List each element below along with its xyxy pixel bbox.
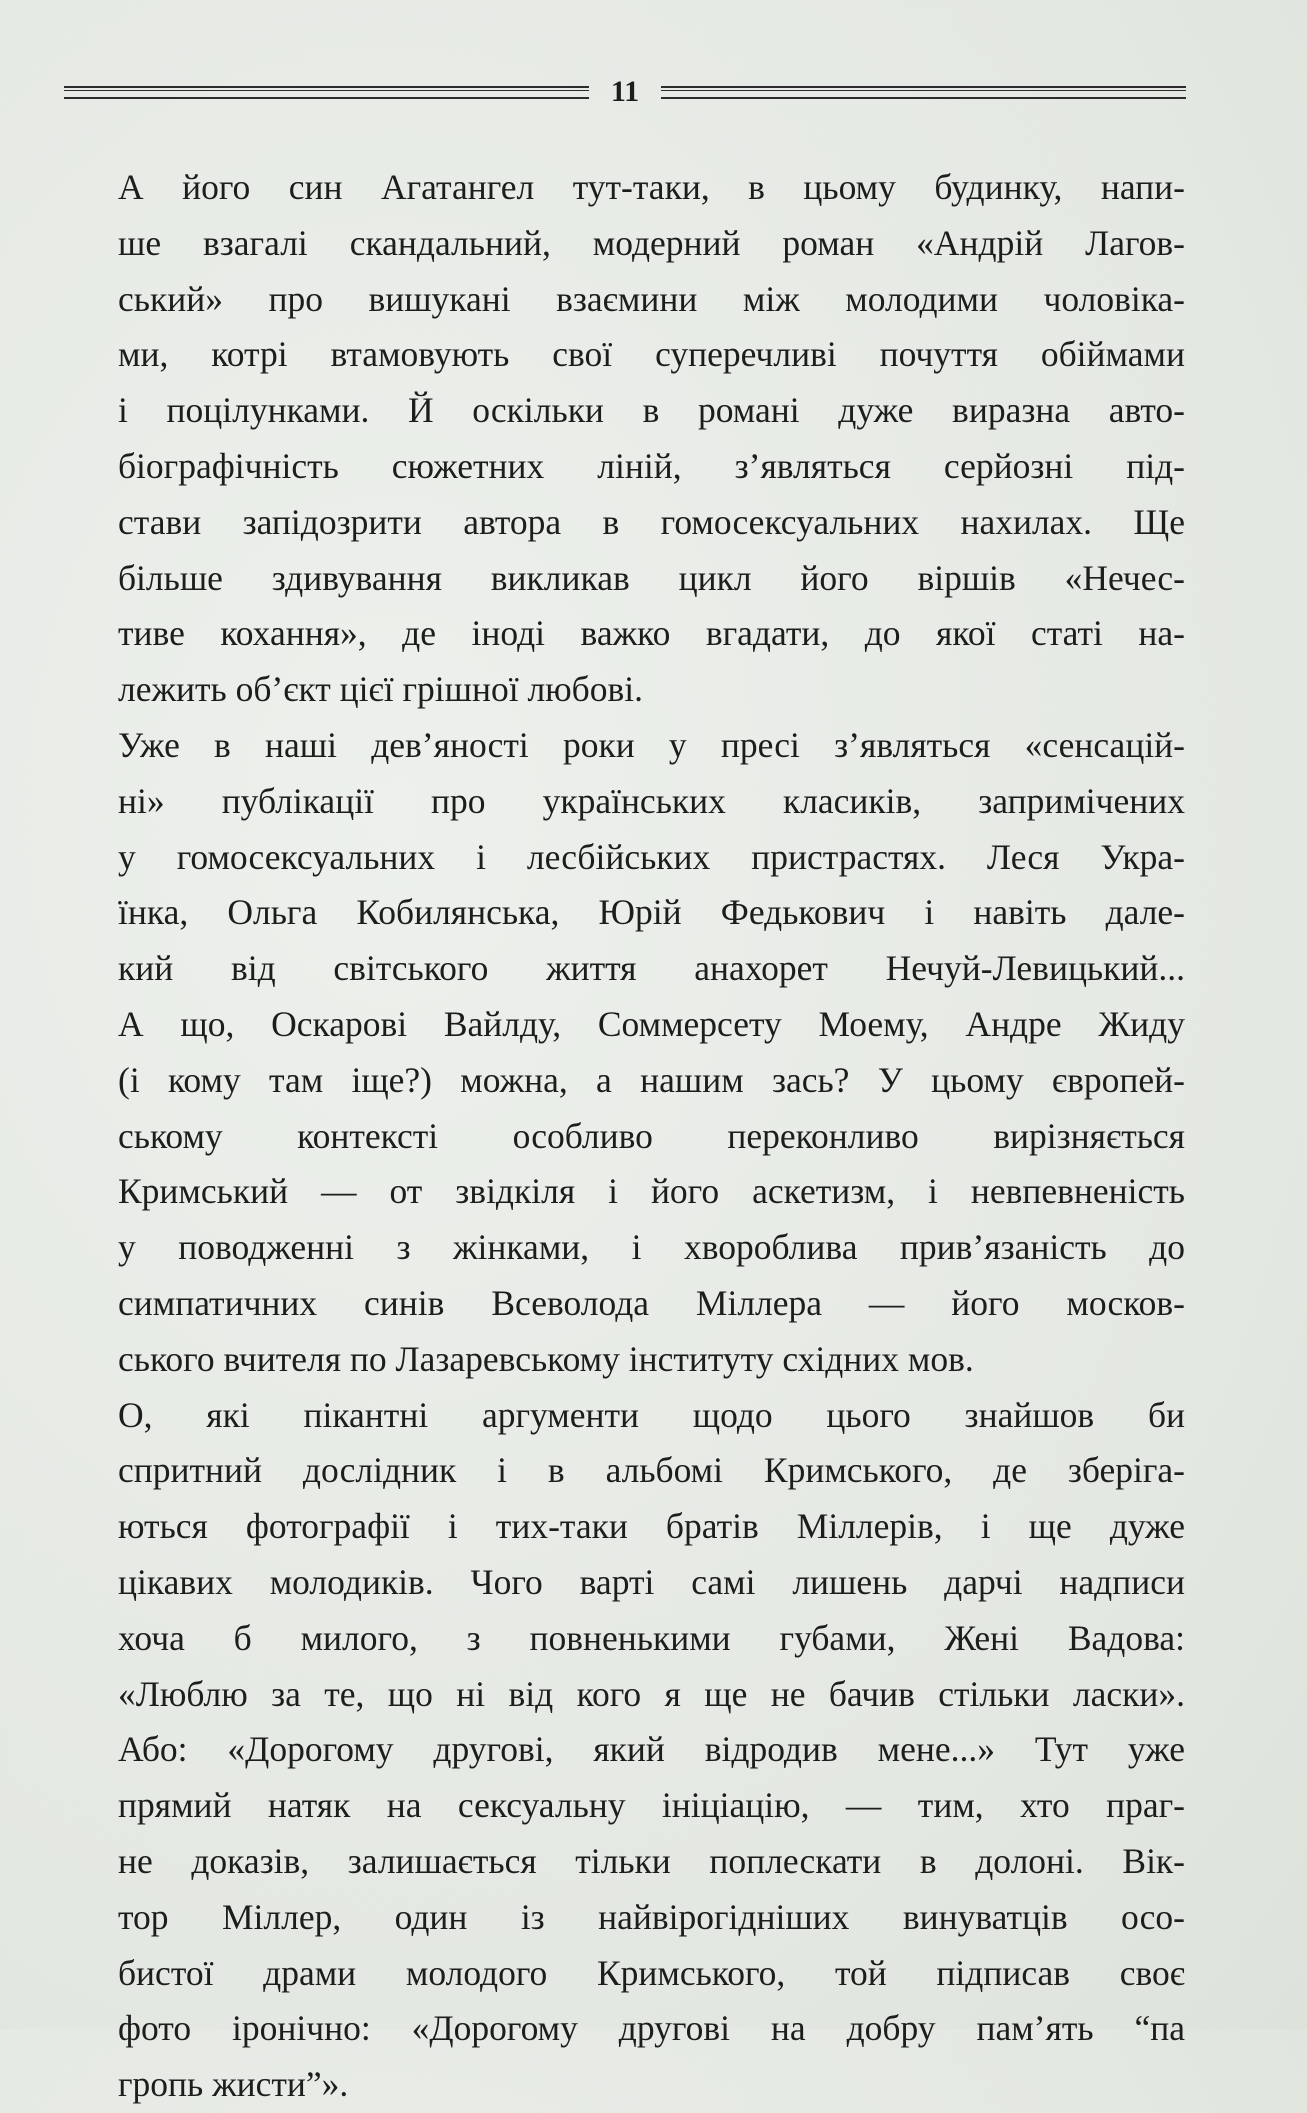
text-line: ському контексті особливо переконливо вирізняється [118,1115,1185,1156]
text-line: тиве кохання», де іноді важко вгадати, до якої статі на- [118,613,1185,654]
text-line: ського вчителя по Лазаревському інституту східних мов. [118,1338,974,1379]
text-line: ні» публікації про українських класиків, запримічених [118,780,1185,821]
page-number: 11 [610,75,640,108]
text-line: фото іронічно: «Дорогому другові на добру пам’ять “па [118,2008,1185,2049]
text-line: стави запідозрити автора в гомосексуальних нахилах. Ще [118,501,1185,542]
text-line: А що, Оскарові Вайлду, Соммерсету Моему, Андре Жиду [118,1003,1185,1044]
text-line: не доказів, залишається тільки поплескати в долоні. Вік- [118,1840,1185,1881]
text-line: у гомосексуальних і лесбійських пристрастях. Леся Укра- [118,836,1185,877]
text-line: кий від світського життя анахорет Нечуй-Левицький... [118,948,1185,989]
text-line: ше взагалі скандальний, модерний роман «Андрій Лагов- [118,222,1185,263]
text-line: Або: «Дорогому другові, який відродив мене...» Тут уже [118,1729,1185,1770]
text-line: хоча б милого, з повненькими губами, Жені Вадова: [118,1617,1185,1658]
text-line: О, які пікантні аргументи щодо цього знайшов би [118,1394,1185,1435]
text-line: гропь жисти”». [118,2064,349,2105]
text-line: лежить об’єкт цієї грішної любові. [118,669,643,710]
text-line: Уже в наші дев’яності роки у пресі з’являться «сенсацій- [118,724,1185,765]
text-line: А його син Агатангел тут-таки, в цьому будинку, напи- [118,167,1185,207]
text-line: біографічність сюжетних ліній, з’являться серйозні під- [118,445,1185,486]
text-line: ський» про вишукані взаємини між молодими чоловіка- [118,278,1185,319]
paragraph [68,1388,1185,2113]
paragraph [68,160,1185,718]
text-line: ються фотографії і тих-таки братів Міллерів, і ще дуже [118,1506,1185,1547]
text-line: спритний дослідник і в альбомі Кримського, де зберіга- [118,1450,1185,1491]
text-line: бистої драми молодого Кримського, той підписав своє [118,1952,1185,1993]
text-line: Кримський — от звідкіля і його аскетизм, і невпевненість [118,1171,1185,1212]
text-line: тор Міллер, один із найвірогідніших винуватців осо- [118,1896,1185,1937]
text-line: їнка, Ольга Кобилянська, Юрій Федькович і навіть дале- [118,892,1185,933]
header-rule-right [661,86,1186,99]
text-line: ми, котрі втамовують свої суперечливі почуття обіймами [118,334,1185,375]
text-line: «Люблю за те, що ні від кого я ще не бачив стільки ласки». [118,1673,1185,1714]
text-line: і поцілунками. Й оскільки в романі дуже виразна авто- [118,390,1185,431]
text-line: (і кому там іще?) можна, а нашим зась? У цьому європей- [118,1059,1185,1100]
body-text [68,160,1185,2113]
text-line: цікавих молодиків. Чого варті самі лишень дарчі надписи [118,1561,1185,1602]
header-rule-left [64,86,589,99]
paragraph [68,718,1185,1388]
text-line: прямий натяк на сексуальну ініціацію, — тим, хто праг- [118,1785,1185,1826]
text-line: симпатичних синів Всеволода Міллера — його москов- [118,1282,1185,1323]
text-line: більше здивування викликав цикл його віршів «Нечес- [118,557,1185,598]
page-header [64,72,1186,112]
text-line: у поводженні з жінками, і хвороблива прив’язаність до [118,1227,1185,1268]
